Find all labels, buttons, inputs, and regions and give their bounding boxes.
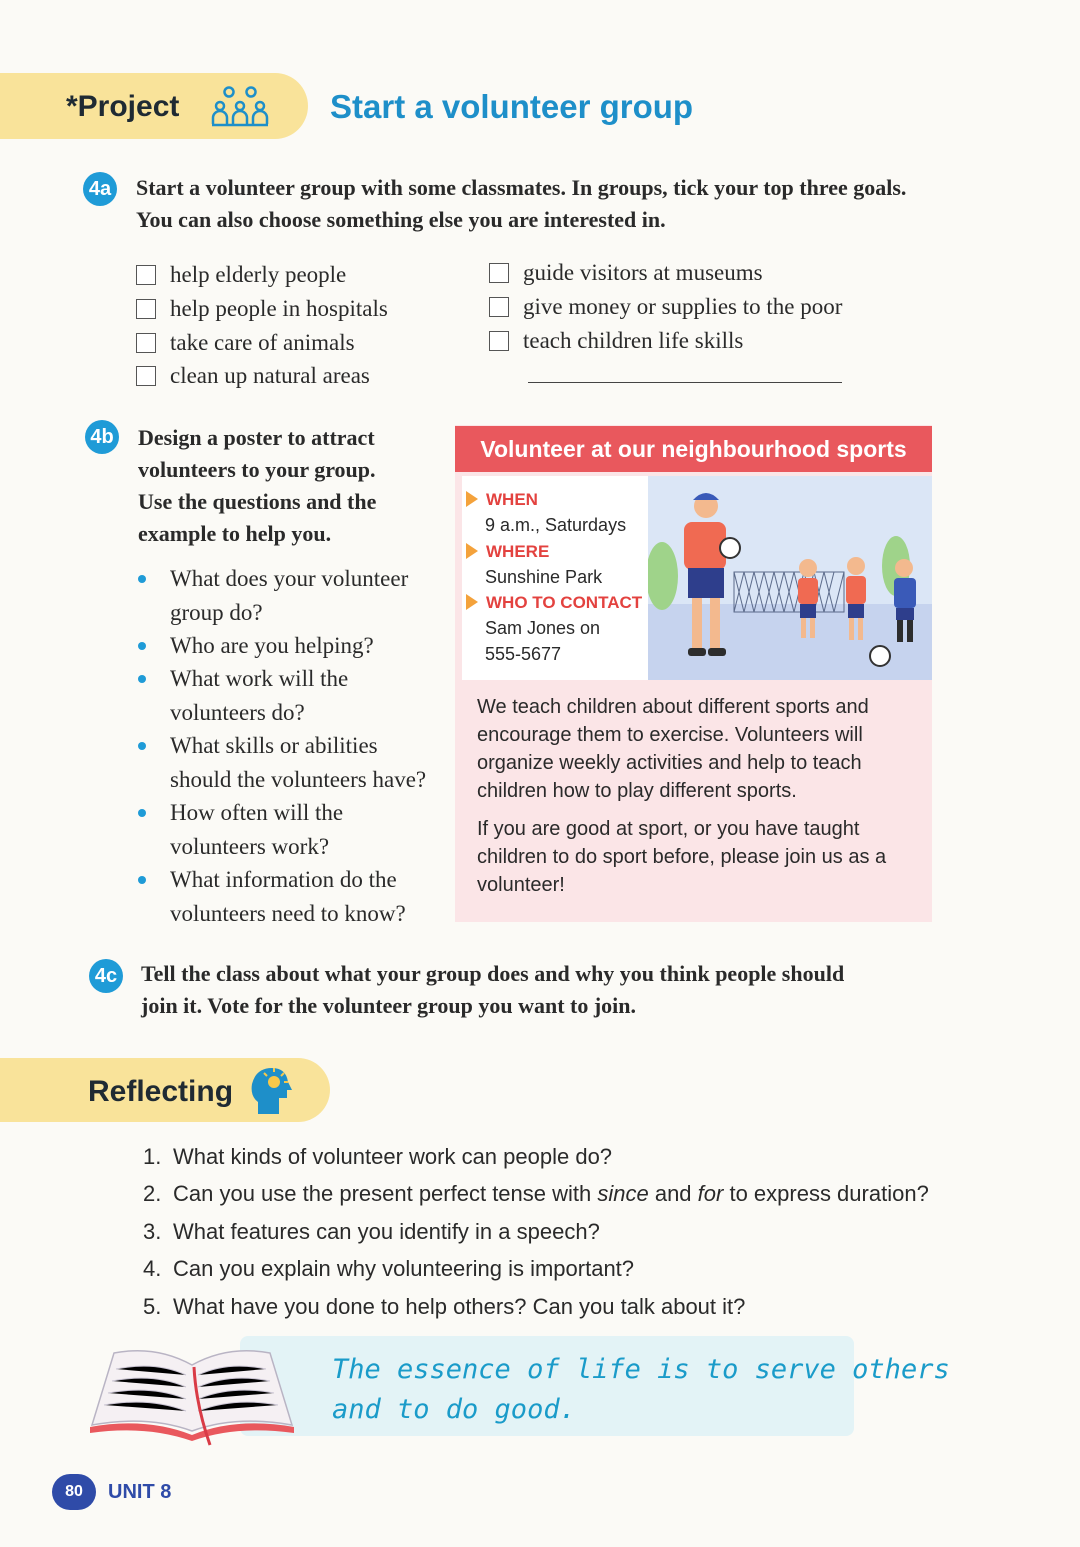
poster-line: encourage them to exercise. Volunteers will	[477, 724, 863, 746]
bullet-icon	[138, 809, 146, 817]
page-number: 80	[52, 1474, 96, 1510]
list-item	[138, 729, 448, 796]
question-line: volunteers do?	[170, 699, 305, 725]
goal-item[interactable]	[136, 262, 346, 288]
goal-item[interactable]	[489, 294, 842, 320]
list-item: 2. Can you use the present perfect tense with since and for to express duration?	[143, 1181, 929, 1206]
badge-4a: 4a	[83, 172, 117, 206]
bullet-icon	[138, 575, 146, 583]
poster-paragraph-1	[477, 693, 869, 805]
instruction-4b-line: Design a poster to attract	[138, 425, 375, 450]
goal-label: guide visitors at museums	[523, 260, 763, 285]
instruction-4b-line: volunteers to your group.	[138, 457, 376, 482]
goal-label: teach children life skills	[523, 328, 744, 353]
question-line: What work will the	[170, 666, 349, 691]
checkbox[interactable]	[136, 366, 156, 386]
instruction-4b-line: Use the questions and the	[138, 489, 377, 514]
checkbox[interactable]	[136, 299, 156, 319]
goal-label: help elderly people	[170, 262, 347, 287]
goal-item[interactable]	[489, 328, 743, 354]
list-item	[138, 629, 448, 663]
quote-line: The essence of life is to serve others	[332, 1354, 950, 1385]
list-item: 3. What features can you identify in a speech?	[143, 1219, 600, 1244]
question-line: What does your volunteer	[170, 566, 409, 591]
goal-item[interactable]	[489, 260, 763, 286]
bullet-icon	[138, 642, 146, 650]
poster-line: volunteer!	[477, 874, 565, 896]
bullet-icon	[138, 876, 146, 884]
reflecting-label: Reflecting	[88, 1075, 234, 1108]
instruction-4b	[138, 422, 376, 550]
list-item: 4. Can you explain why volunteering is important?	[143, 1256, 635, 1281]
when-value: 9 a.m., Saturdays	[485, 515, 627, 535]
list-item: 5. What have you done to help others? Can you talk about it?	[143, 1294, 746, 1319]
instruction-4c-line: Tell the class about what your group does and why you think people should	[141, 961, 845, 986]
contact-value	[485, 615, 600, 667]
arrow-icon	[466, 594, 478, 610]
contact-line: 555-5677	[485, 644, 562, 664]
unit-label: UNIT 8	[108, 1481, 172, 1503]
poster-line: organize weekly activities and help to teach	[477, 752, 862, 774]
when-label: WHEN	[466, 490, 538, 510]
question-line: Who are you helping?	[170, 633, 374, 658]
instruction-4c	[141, 958, 844, 1022]
contact-line: Sam Jones on	[485, 618, 601, 638]
poster-line: children how to play different sports.	[477, 780, 797, 802]
where-label: WHERE	[466, 542, 549, 562]
coach-children-illustration	[648, 476, 932, 680]
instruction-4b-line: example to help you.	[138, 521, 332, 546]
goal-item[interactable]	[136, 363, 370, 389]
list-item	[138, 662, 448, 729]
poster-line: We teach children about different sports and	[477, 696, 869, 718]
badge-4b: 4b	[85, 420, 119, 454]
quote-text	[332, 1350, 950, 1430]
goal-item[interactable]	[136, 330, 355, 356]
poster-paragraph-2	[477, 815, 886, 899]
goal-item[interactable]	[136, 296, 388, 322]
list-item	[138, 562, 448, 629]
project-label: *Project	[66, 90, 180, 123]
contact-label: WHO TO CONTACT	[466, 593, 642, 613]
quote-line: and to do good.	[332, 1394, 576, 1425]
poster-line: children to do sport before, please join us as a	[477, 846, 887, 868]
checkbox[interactable]	[489, 297, 509, 317]
page-title: Start a volunteer group	[330, 88, 694, 125]
write-in-line[interactable]	[528, 382, 842, 383]
instruction-4c-line: join it. Vote for the volunteer group you want to join.	[141, 993, 637, 1018]
list-item	[138, 796, 448, 863]
goal-label: clean up natural areas	[170, 363, 370, 388]
checkbox[interactable]	[489, 331, 509, 351]
goal-label: help people in hospitals	[170, 296, 388, 321]
poster-heading: Volunteer at our neighbourhood sports	[455, 426, 932, 472]
question-line: volunteers need to know?	[170, 900, 406, 926]
goal-label: give money or supplies to the poor	[523, 294, 843, 319]
where-value: Sunshine Park	[485, 567, 603, 587]
checkbox[interactable]	[136, 265, 156, 285]
list-item: 1. What kinds of volunteer work can people do?	[143, 1144, 613, 1169]
goal-label: take care of animals	[170, 330, 355, 355]
instruction-4a-line2: You can also choose something else you are interested in.	[136, 207, 666, 232]
question-line: group do?	[170, 599, 263, 625]
poster-line: If you are good at sport, or you have taught	[477, 818, 860, 840]
question-line: should the volunteers have?	[170, 766, 427, 792]
question-line: How often will the	[170, 800, 344, 825]
badge-4c: 4c	[89, 959, 123, 993]
checkbox[interactable]	[489, 263, 509, 283]
question-line: volunteers work?	[170, 833, 330, 859]
checkbox[interactable]	[136, 333, 156, 353]
bullet-icon	[138, 742, 146, 750]
arrow-icon	[466, 543, 478, 559]
list-item	[138, 863, 448, 930]
open-book-icon	[86, 1345, 298, 1447]
bullet-icon	[138, 675, 146, 683]
question-line: What skills or abilities	[170, 733, 378, 758]
lightbulb-head-icon	[250, 1064, 296, 1116]
instruction-4a	[136, 172, 906, 236]
arrow-icon	[466, 491, 478, 507]
instruction-4a-line1: Start a volunteer group with some classmates. In groups, tick your top three goals.	[136, 175, 907, 200]
group-people-icon	[210, 84, 270, 128]
question-line: What information do the	[170, 867, 397, 892]
